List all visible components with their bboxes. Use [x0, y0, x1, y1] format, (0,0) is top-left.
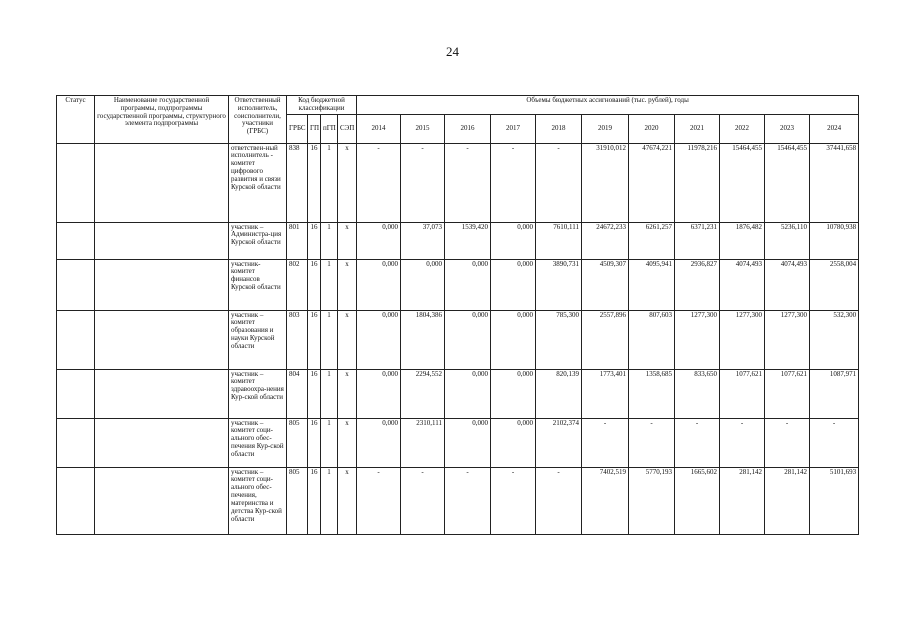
name-cell [95, 222, 229, 259]
value-cell-2021: 1277,300 [675, 310, 720, 369]
header-year-2019: 2019 [582, 114, 629, 143]
value-cell-2016: 0,000 [445, 310, 491, 369]
header-volumes-group: Объемы бюджетных ассигнований (тыс. рублей), годы [357, 96, 859, 115]
value-cell-2023: 4074,493 [765, 259, 810, 310]
status-cell [57, 310, 95, 369]
gp-cell: 16 [308, 310, 321, 369]
value-cell-2019: - [582, 418, 629, 467]
table-row [57, 259, 859, 310]
grbs-cell: 804 [287, 369, 308, 418]
status-cell [57, 369, 95, 418]
header-year-2023: 2023 [765, 114, 810, 143]
value-cell-2018: 785,300 [536, 310, 582, 369]
header-year-2024: 2024 [810, 114, 859, 143]
executor-cell: ответствен-ный исполнитель - комитет цифрового развития и связи Курской области [229, 143, 287, 222]
header-executor: Ответственный исполнитель, соисполнители, участники (ГРБС) [229, 96, 287, 144]
value-cell-2024: 10780,938 [810, 222, 859, 259]
pgp-cell: 1 [321, 369, 338, 418]
value-cell-2020: 47674,221 [629, 143, 675, 222]
table-row [57, 310, 859, 369]
value-cell-2018: 7610,111 [536, 222, 582, 259]
gp-cell: 16 [308, 369, 321, 418]
value-cell-2024: 1087,971 [810, 369, 859, 418]
budget-table [56, 95, 859, 535]
value-cell-2016: - [445, 467, 491, 534]
pgp-cell: 1 [321, 143, 338, 222]
grbs-cell: 802 [287, 259, 308, 310]
value-cell-2021: - [675, 418, 720, 467]
value-cell-2022: 15464,455 [720, 143, 765, 222]
value-cell-2015: 2294,552 [401, 369, 445, 418]
header-year-2015: 2015 [401, 114, 445, 143]
value-cell-2021: 1665,602 [675, 467, 720, 534]
value-cell-2014: 0,000 [357, 418, 401, 467]
table-row [57, 222, 859, 259]
value-cell-2021: 2936,827 [675, 259, 720, 310]
value-cell-2020: - [629, 418, 675, 467]
grbs-cell: 803 [287, 310, 308, 369]
value-cell-2020: 6261,257 [629, 222, 675, 259]
status-cell [57, 259, 95, 310]
name-cell [95, 467, 229, 534]
value-cell-2014: 0,000 [357, 310, 401, 369]
value-cell-2014: 0,000 [357, 369, 401, 418]
value-cell-2017: 0,000 [491, 259, 536, 310]
sep-cell: х [338, 143, 357, 222]
value-cell-2022: 1876,482 [720, 222, 765, 259]
value-cell-2022: 4074,493 [720, 259, 765, 310]
status-cell [57, 222, 95, 259]
value-cell-2014: 0,000 [357, 259, 401, 310]
header-year-2016: 2016 [445, 114, 491, 143]
pgp-cell: 1 [321, 310, 338, 369]
value-cell-2024: 5101,693 [810, 467, 859, 534]
value-cell-2022: 1077,621 [720, 369, 765, 418]
status-cell [57, 418, 95, 467]
value-cell-2019: 2557,896 [582, 310, 629, 369]
value-cell-2023: 281,142 [765, 467, 810, 534]
value-cell-2018: 2102,374 [536, 418, 582, 467]
executor-cell: участник – Администра-ция Курской области [229, 222, 287, 259]
table-row [57, 467, 859, 534]
table-row [57, 369, 859, 418]
value-cell-2020: 5770,193 [629, 467, 675, 534]
grbs-cell: 801 [287, 222, 308, 259]
value-cell-2018: - [536, 467, 582, 534]
pgp-cell: 1 [321, 259, 338, 310]
value-cell-2016: - [445, 143, 491, 222]
name-cell [95, 143, 229, 222]
value-cell-2016: 0,000 [445, 369, 491, 418]
header-year-2020: 2020 [629, 114, 675, 143]
value-cell-2023: 1077,621 [765, 369, 810, 418]
value-cell-2019: 4509,307 [582, 259, 629, 310]
table-header [57, 96, 859, 144]
value-cell-2023: 1277,300 [765, 310, 810, 369]
value-cell-2016: 1539,420 [445, 222, 491, 259]
value-cell-2024: 37441,658 [810, 143, 859, 222]
gp-cell: 16 [308, 259, 321, 310]
pgp-cell: 1 [321, 467, 338, 534]
value-cell-2015: - [401, 143, 445, 222]
pgp-cell: 1 [321, 222, 338, 259]
value-cell-2024: 532,300 [810, 310, 859, 369]
value-cell-2022: - [720, 418, 765, 467]
header-year-2014: 2014 [357, 114, 401, 143]
value-cell-2023: - [765, 418, 810, 467]
gp-cell: 16 [308, 467, 321, 534]
header-code-3: СЭП [338, 114, 357, 143]
status-cell [57, 467, 95, 534]
value-cell-2014: 0,000 [357, 222, 401, 259]
value-cell-2018: 820,139 [536, 369, 582, 418]
value-cell-2022: 281,142 [720, 467, 765, 534]
value-cell-2015: - [401, 467, 445, 534]
gp-cell: 16 [308, 418, 321, 467]
value-cell-2017: 0,000 [491, 418, 536, 467]
value-cell-2017: 0,000 [491, 222, 536, 259]
table-row [57, 143, 859, 222]
name-cell [95, 310, 229, 369]
value-cell-2019: 1773,401 [582, 369, 629, 418]
value-cell-2021: 833,650 [675, 369, 720, 418]
pgp-cell: 1 [321, 418, 338, 467]
table-row [57, 418, 859, 467]
sep-cell: х [338, 467, 357, 534]
header-code-0: ГРБС [287, 114, 308, 143]
value-cell-2020: 807,603 [629, 310, 675, 369]
sep-cell: х [338, 310, 357, 369]
name-cell [95, 369, 229, 418]
value-cell-2015: 0,000 [401, 259, 445, 310]
value-cell-2020: 4095,941 [629, 259, 675, 310]
value-cell-2023: 15464,455 [765, 143, 810, 222]
value-cell-2020: 1358,685 [629, 369, 675, 418]
value-cell-2018: 3890,731 [536, 259, 582, 310]
page-number: 24 [446, 44, 459, 59]
grbs-cell: 838 [287, 143, 308, 222]
value-cell-2019: 7402,519 [582, 467, 629, 534]
executor-cell: участник – комитет образования и науки Курской области [229, 310, 287, 369]
value-cell-2021: 6371,231 [675, 222, 720, 259]
value-cell-2023: 5236,110 [765, 222, 810, 259]
value-cell-2024: 2558,004 [810, 259, 859, 310]
header-year-2018: 2018 [536, 114, 582, 143]
value-cell-2015: 1804,386 [401, 310, 445, 369]
sep-cell: х [338, 259, 357, 310]
value-cell-2014: - [357, 143, 401, 222]
value-cell-2017: - [491, 143, 536, 222]
header-code-2: пГП [321, 114, 338, 143]
executor-cell: участник – комитет соци-ального обес-печения, материнства и детства Кур-ской области [229, 467, 287, 534]
name-cell [95, 259, 229, 310]
header-year-2022: 2022 [720, 114, 765, 143]
header-year-2021: 2021 [675, 114, 720, 143]
value-cell-2017: 0,000 [491, 369, 536, 418]
value-cell-2017: - [491, 467, 536, 534]
grbs-cell: 805 [287, 418, 308, 467]
value-cell-2022: 1277,300 [720, 310, 765, 369]
status-cell [57, 143, 95, 222]
name-cell [95, 418, 229, 467]
header-code-group: Код бюджетной классификации [287, 96, 357, 115]
gp-cell: 16 [308, 143, 321, 222]
header-year-2017: 2017 [491, 114, 536, 143]
value-cell-2024: - [810, 418, 859, 467]
sep-cell: х [338, 369, 357, 418]
value-cell-2021: 11978,216 [675, 143, 720, 222]
value-cell-2015: 2310,111 [401, 418, 445, 467]
grbs-cell: 805 [287, 467, 308, 534]
sep-cell: х [338, 418, 357, 467]
header-name: Наименование государственной программы, подпрограммы государственной программы, структурного элемента подпрограммы [95, 96, 229, 144]
executor-cell: участник – комитет здравоохра-нения Кур-ской области [229, 369, 287, 418]
header-code-1: ГП [308, 114, 321, 143]
executor-cell: участник-комитет финансов Курской области [229, 259, 287, 310]
value-cell-2018: - [536, 143, 582, 222]
sep-cell: х [338, 222, 357, 259]
value-cell-2016: 0,000 [445, 259, 491, 310]
executor-cell: участник – комитет соци-ального обес-печения Кур-ской области [229, 418, 287, 467]
value-cell-2019: 24672,233 [582, 222, 629, 259]
header-status: Статус [57, 96, 95, 144]
value-cell-2016: 0,000 [445, 418, 491, 467]
table-body [57, 143, 859, 534]
value-cell-2015: 37,073 [401, 222, 445, 259]
value-cell-2014: - [357, 467, 401, 534]
value-cell-2019: 31910,012 [582, 143, 629, 222]
gp-cell: 16 [308, 222, 321, 259]
value-cell-2017: 0,000 [491, 310, 536, 369]
